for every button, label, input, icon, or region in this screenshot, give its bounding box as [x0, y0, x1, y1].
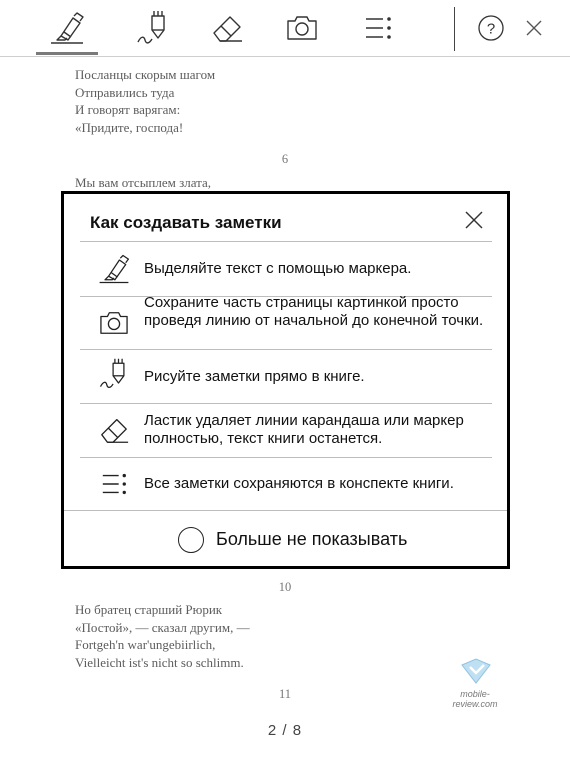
marker-tool-button[interactable] [41, 6, 93, 50]
close-icon [462, 208, 486, 232]
marker-icon [47, 10, 87, 46]
notes-help-dialog [61, 191, 510, 569]
pencil-icon [96, 356, 132, 392]
notes-list-icon [361, 13, 395, 43]
book-line: Посланцы скорым шагом [75, 67, 216, 82]
notes-list-button[interactable] [352, 6, 404, 50]
dialog-item-camera [80, 294, 492, 350]
book-line: И говорят варягам: [75, 102, 181, 117]
toolbar-bottom-border [0, 56, 570, 57]
eraser-tool-button[interactable] [201, 6, 253, 50]
dont-show-again-checkbox[interactable] [178, 527, 204, 553]
dont-show-again-toggle[interactable] [64, 510, 507, 567]
close-icon [522, 16, 546, 40]
pencil-tool-button[interactable] [127, 6, 179, 50]
book-line: «Придите, господа! [75, 119, 184, 135]
watermark-text: mobile-review.com [452, 689, 498, 709]
dialog-item-text: Все заметки сохраняются в конспекте книги. [144, 475, 454, 492]
dialog-item-pencil [80, 350, 492, 404]
pencil-icon [133, 8, 173, 48]
book-line: Но братец старший Рюрик [75, 602, 223, 617]
book-stanza-bottom [75, 601, 250, 671]
book-line: Fortgeh'n war'ungebiirlich, [75, 637, 216, 652]
book-line: Vielleicht ist's nicht so schlimm. [75, 654, 244, 670]
dialog-close-button[interactable] [462, 208, 486, 232]
marker-icon [96, 251, 132, 287]
eraser-icon [96, 412, 132, 448]
book-line: Отправились туда [75, 84, 175, 100]
dialog-item-notes-list [80, 458, 492, 510]
dont-show-again-label: Больше не показывать [216, 529, 408, 549]
book-page-number: 11 [278, 687, 292, 701]
camera-tool-button[interactable] [276, 6, 328, 50]
help-icon [476, 13, 506, 43]
book-page-number: 6 [281, 152, 289, 166]
notes-toolbar [0, 0, 570, 57]
close-toolbar-button[interactable] [508, 6, 560, 50]
book-stanza-top [75, 66, 215, 136]
dialog-item-text: Выделяйте текст с помощью маркера. [144, 260, 412, 277]
dialog-item-marker [80, 241, 492, 297]
camera-icon [285, 13, 319, 43]
dialog-item-text: Сохраните часть страницы картинкой просто проведя линию от начальной до конечной точки. [144, 294, 484, 329]
watermark [440, 655, 510, 709]
dialog-item-eraser [80, 404, 492, 458]
watermark-logo-icon [440, 655, 510, 689]
book-page-number: 10 [278, 580, 292, 594]
eraser-icon [208, 11, 246, 45]
dialog-item-text: Рисуйте заметки прямо в книге. [144, 368, 365, 385]
book-line: «Постой», — сказал другим, — [75, 619, 250, 635]
page-indicator: 2 / 8 [267, 722, 303, 739]
camera-icon [96, 305, 132, 341]
toolbar-divider [454, 7, 455, 51]
active-tool-indicator [36, 52, 98, 55]
dialog-header [80, 194, 492, 242]
dialog-title: Как создавать заметки [90, 213, 282, 232]
dialog-item-text: Ластик удаляет линии карандаша или маркер полностью, текст книги останется. [144, 412, 464, 447]
notes-list-icon [96, 466, 132, 502]
svg-text:?: ? [486, 20, 496, 38]
book-line: Мы вам отсыплем злата, [75, 175, 212, 190]
